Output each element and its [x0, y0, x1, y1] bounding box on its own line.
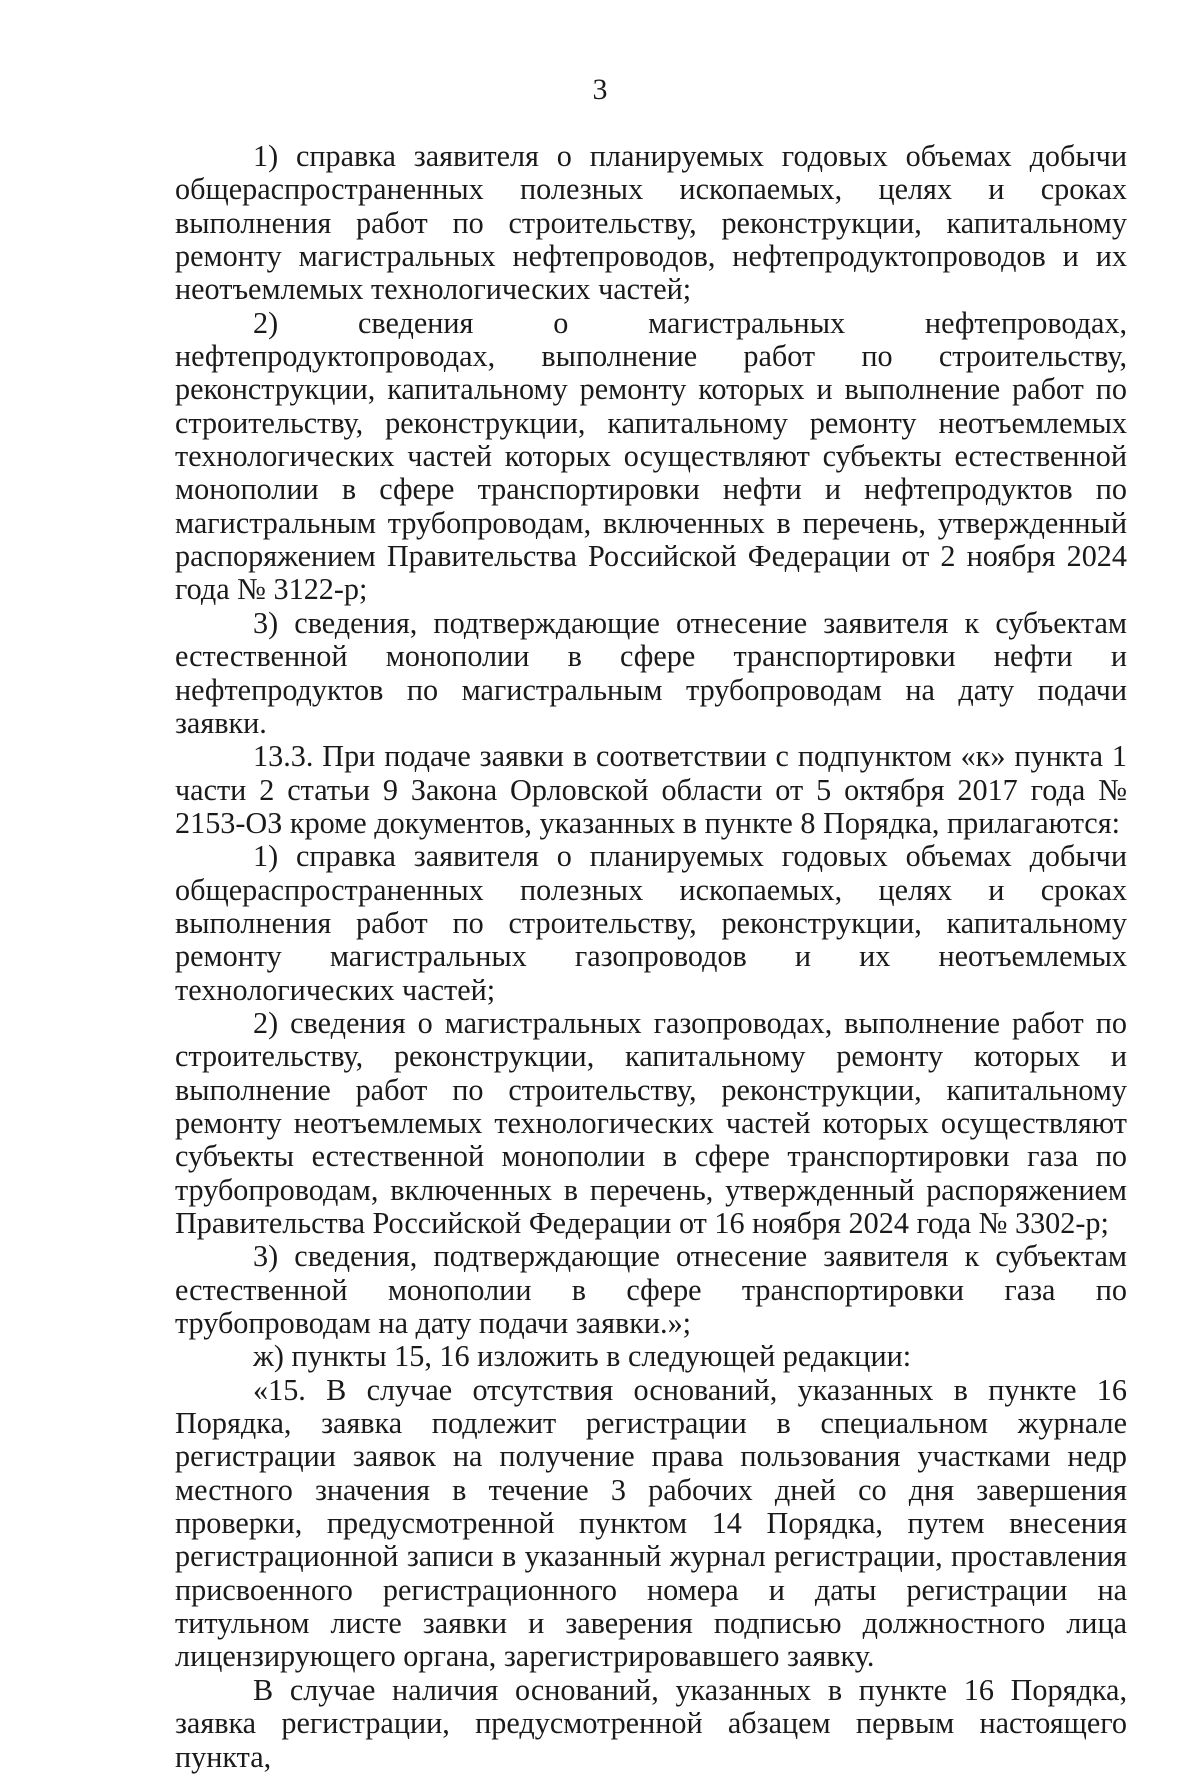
paragraph-item-zh: ж) пункты 15, 16 изложить в следующей редакции: — [253, 1339, 912, 1374]
paragraph-gas-pipelines-info: 2) сведения о магистральных газопроводах, выполнение работ по строительству, реконструкции, капитальному ремонту которых и выполнение работ по строительству, реконструкции, капитальному ремонту неотъемлемых технологических частей которых осуществляют субъекты естественной монополии в сфере транспортировки газа по трубопроводам, включенных в перечень, утвержденный распоряжением Правительства Российской Федерации от 16 ноября 2024 года № 3302-р; — [175, 1005, 1127, 1240]
paragraph-gas-certificate: 1) справка заявителя о планируемых годовых объемах добычи общераспространенных полезных ископаемых, целях и сроках выполнения работ по строительству, реконструкции, капитальному ремонту магистральных газопроводов и их неотъемлемых технологических частей; — [175, 839, 1127, 1007]
paragraph-oil-certificate: 1) справка заявителя о планируемых годовых объемах добычи общераспространенных полезных ископаемых, целях и сроках выполнения работ по строительству, реконструкции, капитальному ремонту магистральных нефтепроводов, нефтепродуктопроводов и их неотъемлемых технологических частей; — [175, 139, 1127, 307]
document-body — [175, 140, 1127, 1774]
paragraph-oil-pipelines-info: 2) сведения о магистральных нефтепроводах, нефтепродуктопроводах, выполнение работ по строительству, реконструкции, капитальному ремонту которых и выполнение работ по строительству, реконструкции, капитальному ремонту неотъемлемых технологических частей которых осуществляют субъекты естественной монополии в сфере транспортировки нефти и нефтепродуктов по магистральным трубопроводам, включенных в перечень, утвержденный распоряжением Правительства Российской Федерации от 2 ноября 2024 года № 3122-р; — [175, 305, 1127, 607]
paragraph-clause-13-3: 13.3. При подаче заявки в соответствии с подпунктом «к» пункта 1 части 2 статьи 9 Закона Орловской области от 5 октября 2017 года № 2153-ОЗ кроме документов, указанных в пункте 8 Порядка, прилагаются: — [175, 739, 1127, 840]
paragraph-clause-15: «15. В случае отсутствия оснований, указанных в пункте 16 Порядка, заявка подлежит регистрации в специальном журнале регистрации заявок на получение права пользования участками недр местного значения в течение 3 рабочих дней со дня завершения проверки, предусмотренной пунктом 14 Порядка, путем внесения регистрационной записи в указанный журнал регистрации, проставления присвоенного регистрационного номера и даты регистрации на титульном листе заявки и заверения подписью должностного лица лицензирующего органа, зарегистрировавшего заявку. — [175, 1372, 1127, 1674]
paragraph-clause-15-continued: В случае наличия оснований, указанных в пункте 16 Порядка, заявка регистрации, предусмотренной абзацем первым настоящего пункта, — [175, 1672, 1127, 1774]
page-number: 3 — [592, 73, 608, 106]
paragraph-oil-monopoly-confirmation: 3) сведения, подтверждающие отнесение заявителя к субъектам естественной монополии в сфере транспортировки нефти и нефтепродуктов по магистральным трубопроводам на дату подачи заявки. — [175, 605, 1127, 740]
paragraph-gas-monopoly-confirmation: 3) сведения, подтверждающие отнесение заявителя к субъектам естественной монополии в сфере транспортировки газа по трубопроводам на дату подачи заявки.»; — [175, 1239, 1127, 1341]
